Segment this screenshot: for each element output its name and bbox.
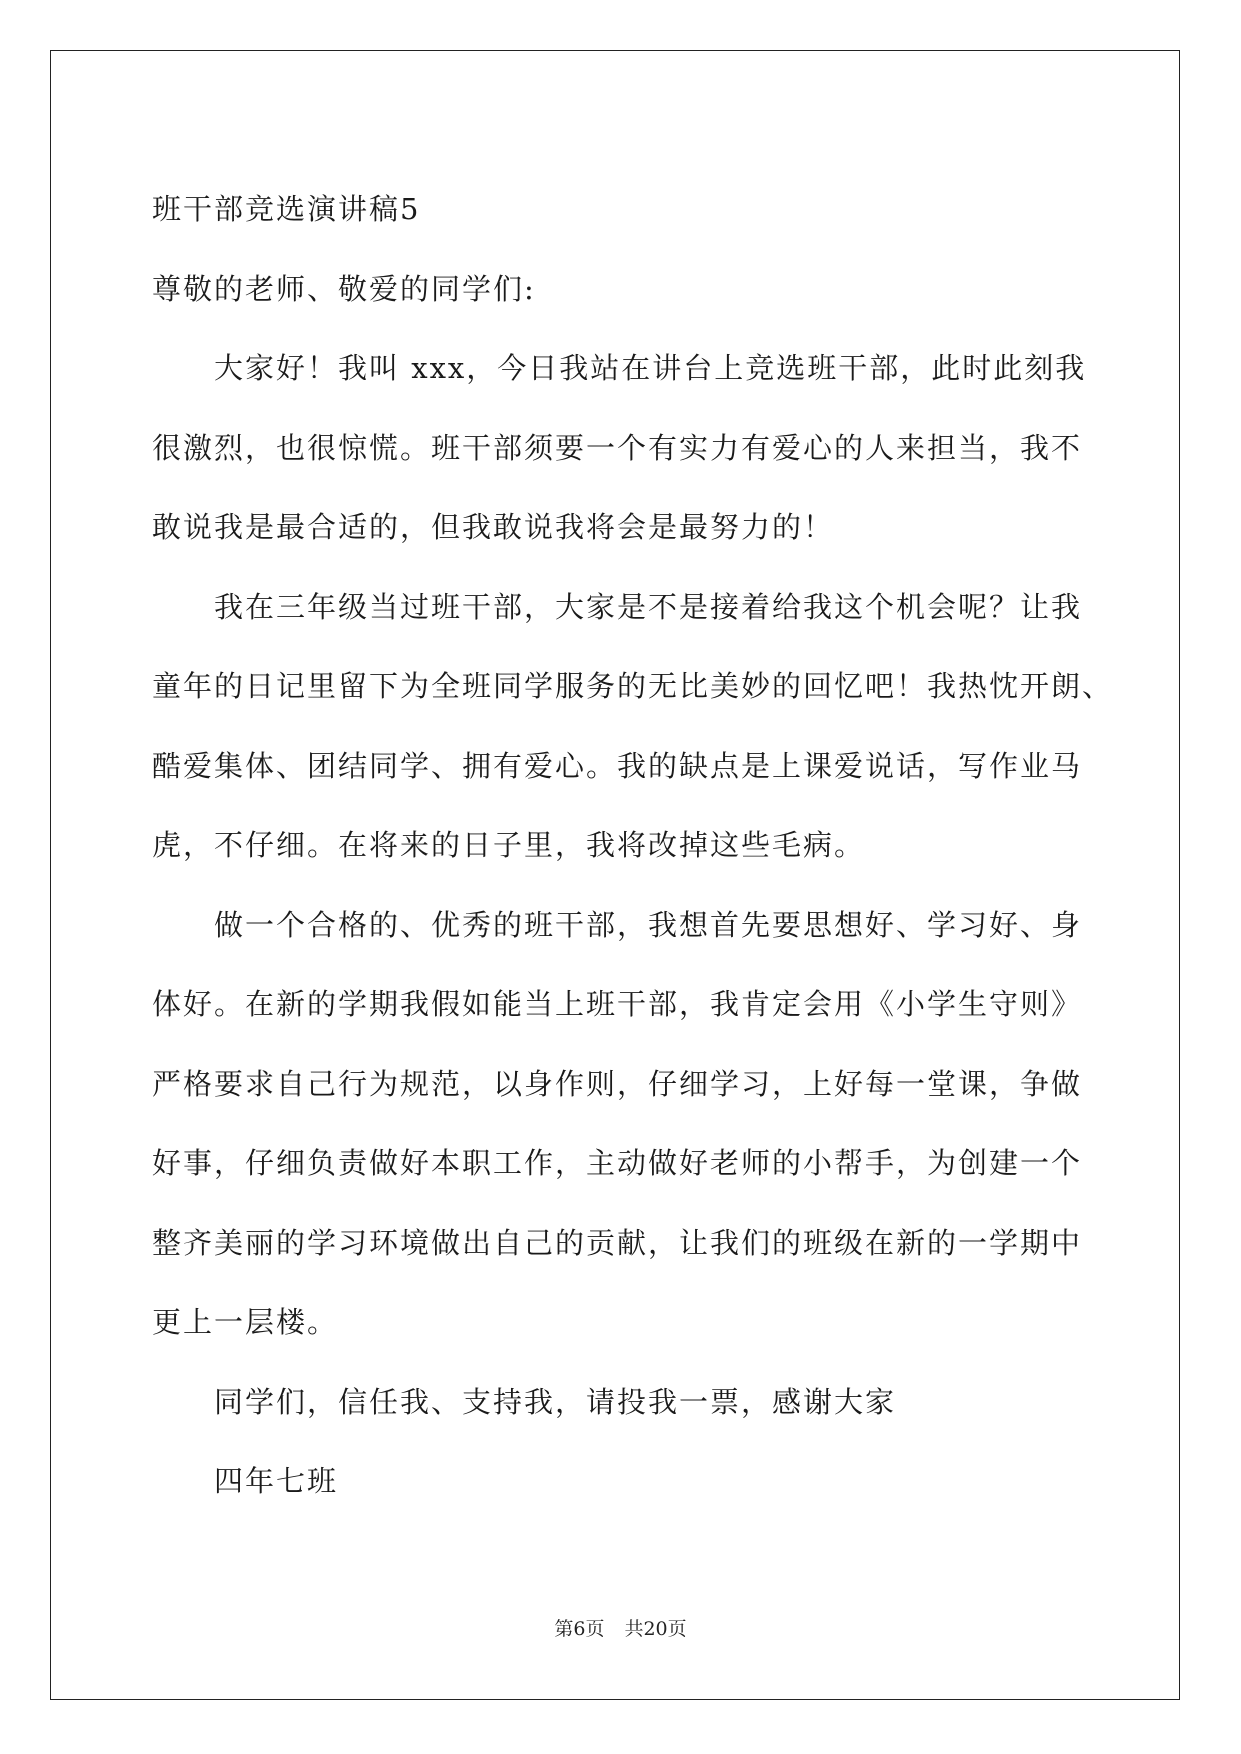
body-line: 酷爱集体、团结同学、拥有爱心。我的缺点是上课爱说话，写作业马 (152, 748, 1083, 783)
signature-line: 四年七班 (214, 1464, 339, 1498)
body-line: 严格要求自己行为规范，以身作则，仔细学习，上好每一堂课，争做 (152, 1066, 1083, 1101)
body-line: 尊敬的老师、敬爱的同学们: (152, 271, 536, 306)
body-line: 整齐美丽的学习环境做出自己的贡献，让我们的班级在新的一学期中 (152, 1225, 1083, 1260)
body-line: 好事，仔细负责做好本职工作，主动做好老师的小帮手，为创建一个 (152, 1146, 1083, 1180)
body-line: 童年的日记里留下为全班同学服务的无比美妙的回忆吧！我热忱开朗、 (152, 669, 1114, 703)
body-line: 敢说我是最合适的，但我敢说我将会是最努力的！ (152, 510, 835, 544)
page-number: 第6页 (554, 1618, 605, 1640)
body-line: 很激烈，也很惊慌。班干部须要一个有实力有爱心的人来担当，我不 (152, 430, 1083, 465)
body-line: 做一个合格的、优秀的班干部，我想首先要思想好、学习好、身 (214, 907, 1083, 942)
document-body (152, 170, 1114, 1522)
body-line: 体好。在新的学期我假如能当上班干部，我肯定会用《小学生守则》 (152, 987, 1083, 1021)
body-line: 更上一层楼。 (152, 1305, 339, 1339)
body-line: 虎，不仔细。在将来的日子里，我将改掉这些毛病。 (152, 828, 866, 862)
body-line: 同学们，信任我、支持我，请投我一票，感谢大家 (214, 1384, 897, 1419)
body-line: 我在三年级当过班干部，大家是不是接着给我这个机会呢？让我 (214, 589, 1083, 624)
body-line: 大家好！我叫 xxx，今日我站在讲台上竞选班干部，此时此刻我 (214, 351, 1087, 385)
document-title: 班干部竞选演讲稿5 (152, 192, 421, 226)
page-total: 共20页 (624, 1618, 687, 1640)
page-footer (0, 1614, 1241, 1641)
